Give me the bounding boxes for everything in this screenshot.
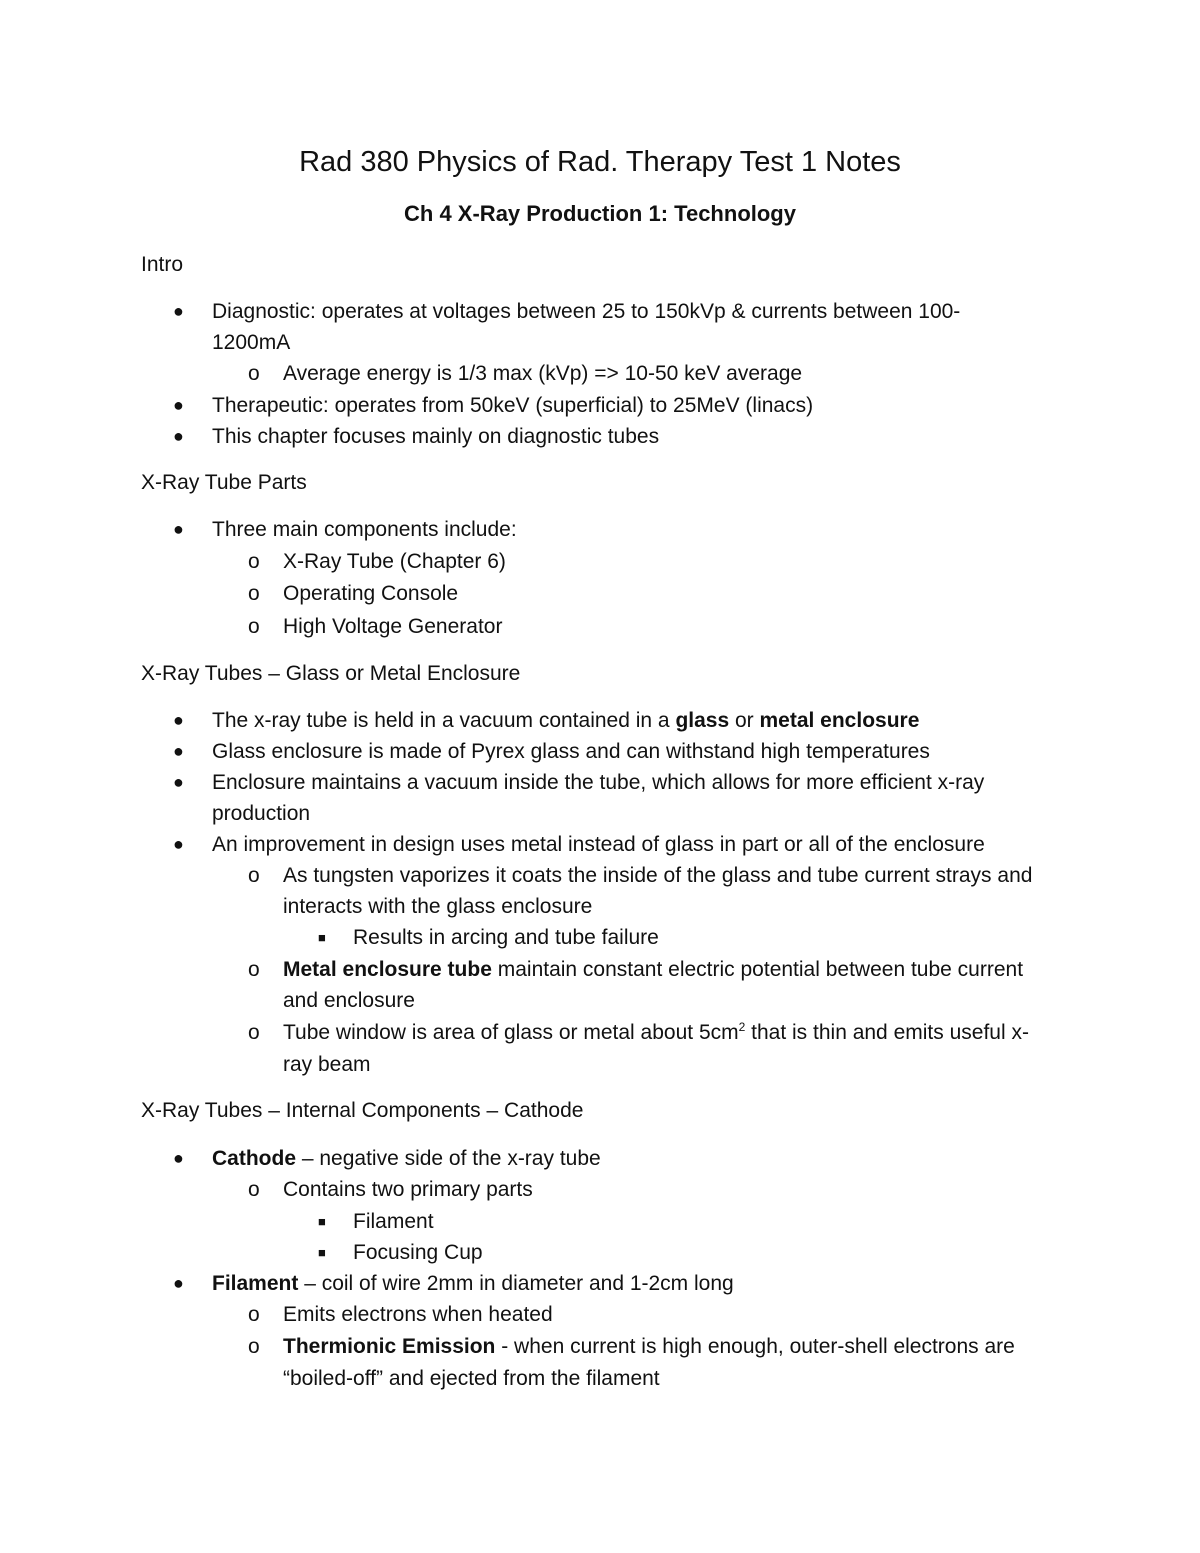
- circle-marker: o: [248, 582, 260, 605]
- square-marker: ■: [318, 1245, 326, 1260]
- bullet-marker: ●: [173, 772, 184, 792]
- circle-marker: o: [248, 958, 260, 981]
- list-item-metal-enclosure: o Metal enclosure tube maintain constant electric potential between tube current: [283, 954, 1023, 985]
- list-item-tube-window-cont: ray beam: [283, 1053, 371, 1076]
- list-item-cathode: ● Cathode – negative side of the x-ray tube: [212, 1143, 601, 1174]
- list-item-metal-enclosure-cont: and enclosure: [283, 989, 415, 1012]
- list-item-part-filament: ■ Filament: [353, 1206, 434, 1237]
- bullet-marker: ●: [173, 426, 184, 446]
- list-item-chapter-focus: ● This chapter focuses mainly on diagnostic tubes: [212, 421, 659, 452]
- list-item-improvement: ● An improvement in design uses metal instead of glass in part or all of the enclosure: [212, 829, 985, 860]
- chapter-subtitle: Ch 4 X-Ray Production 1: Technology: [404, 201, 796, 226]
- circle-marker: o: [248, 1021, 260, 1044]
- bullet-marker: ●: [173, 395, 184, 415]
- list-item-filament: ● Filament – coil of wire 2mm in diameter and 1-2cm long: [212, 1268, 734, 1299]
- list-item-part-focusing-cup: ■ Focusing Cup: [353, 1237, 483, 1268]
- bullet-marker: ●: [173, 1148, 184, 1168]
- circle-marker: o: [248, 1303, 260, 1326]
- square-marker: ■: [318, 930, 326, 945]
- list-item-two-parts: o Contains two primary parts: [283, 1174, 533, 1205]
- section-heading-tube-parts: X-Ray Tube Parts: [141, 471, 307, 494]
- bullet-marker: ●: [173, 1273, 184, 1293]
- list-item-thermionic-cont: “boiled-off” and ejected from the filament: [283, 1367, 660, 1390]
- list-item-diagnostic-cont: 1200mA: [212, 331, 291, 354]
- bullet-marker: ●: [173, 834, 184, 854]
- section-heading-cathode: X-Ray Tubes – Internal Components – Cathode: [141, 1099, 584, 1122]
- list-item-tungsten-cont: interacts with the glass enclosure: [283, 895, 593, 918]
- bullet-marker: ●: [173, 519, 184, 539]
- list-item-average-energy: o Average energy is 1/3 max (kVp) => 10-50 keV average: [283, 358, 802, 389]
- list-item-hv-generator: o High Voltage Generator: [283, 611, 502, 642]
- bullet-marker: ●: [173, 741, 184, 761]
- list-item-components: ● Three main components include:: [212, 514, 517, 545]
- list-item-tube-window: o Tube window is area of glass or metal about $5cm^2$ that is thin and emits useful x-: [283, 1017, 1029, 1048]
- bullet-marker: ●: [173, 710, 184, 730]
- section-heading-intro: Intro: [141, 253, 184, 276]
- circle-marker: o: [248, 362, 260, 385]
- circle-marker: o: [248, 1335, 260, 1358]
- list-item-operating-console: o Operating Console: [283, 578, 458, 609]
- list-item-tungsten: o As tungsten vaporizes it coats the inside of the glass and tube current strays and: [283, 860, 1032, 891]
- list-item-maintains-vacuum-cont: production: [212, 802, 311, 825]
- list-item-xray-tube: o X-Ray Tube (Chapter 6): [283, 546, 506, 577]
- list-item-emits-electrons: o Emits electrons when heated: [283, 1299, 553, 1330]
- list-item-therapeutic: ● Therapeutic: operates from 50keV (superficial) to 25MeV (linacs): [212, 390, 813, 421]
- page-title: Rad 380 Physics of Rad. Therapy Test 1 Notes: [299, 146, 901, 178]
- list-item-arcing: ■ Results in arcing and tube failure: [353, 922, 659, 953]
- list-item-thermionic: o Thermionic Emission - when current is high enough, outer-shell electrons are: [283, 1331, 1015, 1362]
- square-marker: ■: [318, 1214, 326, 1229]
- section-heading-enclosure: X-Ray Tubes – Glass or Metal Enclosure: [141, 662, 521, 685]
- list-item-vacuum: ● The x-ray tube is held in a vacuum contained in a glass or metal enclosure: [212, 705, 919, 736]
- bullet-marker: ●: [173, 301, 184, 321]
- circle-marker: o: [248, 864, 260, 887]
- circle-marker: o: [248, 615, 260, 638]
- circle-marker: o: [248, 1178, 260, 1201]
- circle-marker: o: [248, 550, 260, 573]
- list-item-diagnostic: ● Diagnostic: operates at voltages between 25 to 150kVp & currents between 100-: [212, 296, 960, 327]
- list-item-maintains-vacuum: ● Enclosure maintains a vacuum inside the tube, which allows for more efficient x-ray: [212, 767, 984, 798]
- list-item-pyrex: ● Glass enclosure is made of Pyrex glass and can withstand high temperatures: [212, 736, 930, 767]
